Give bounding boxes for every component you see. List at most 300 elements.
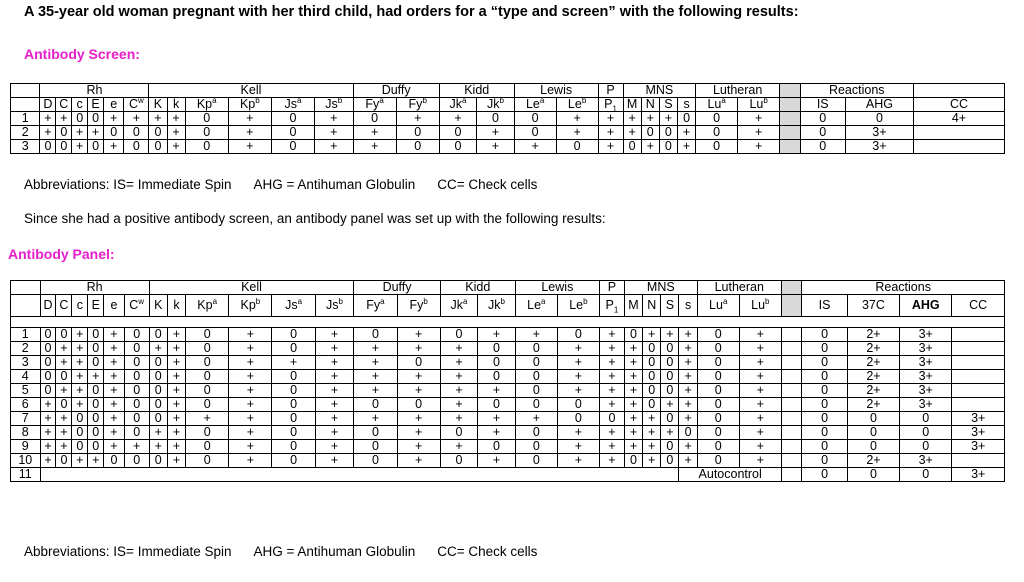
group-header-kidd: Kidd: [440, 281, 515, 295]
antigen-result: 0: [103, 126, 123, 140]
antigen-result: +: [149, 112, 167, 126]
antigen-result: 0: [641, 126, 659, 140]
antigen-result: 0: [56, 398, 72, 412]
reaction-result: [952, 398, 1005, 412]
antigen-result: +: [167, 426, 185, 440]
reaction-result: 0: [900, 426, 952, 440]
separator-cell: [781, 454, 801, 468]
group-header-lutheran: Lutheran: [696, 84, 780, 98]
reaction-result: 3+: [900, 328, 952, 342]
autocontrol-row: [11, 468, 1005, 482]
autocontrol-blank: [40, 468, 679, 482]
antigen-result: +: [40, 426, 56, 440]
antigen-result: +: [397, 426, 440, 440]
reaction-result: [952, 370, 1005, 384]
antigen-result: 0: [149, 454, 167, 468]
antigen-result: +: [557, 370, 599, 384]
cell-row: [11, 412, 1005, 426]
antigen-result: +: [679, 454, 697, 468]
antigen-result: 0: [149, 356, 167, 370]
antigen-result: +: [739, 412, 781, 426]
separator-cell: [781, 328, 801, 342]
antigen-result: +: [679, 398, 697, 412]
antigen-result: +: [659, 112, 677, 126]
reaction-result: 2+: [847, 398, 899, 412]
antigen-result: +: [440, 412, 478, 426]
antigen-result: +: [738, 112, 780, 126]
antigen-result: +: [354, 384, 397, 398]
reactions-header: Reactions: [802, 281, 1005, 295]
antigen-result: 0: [556, 140, 598, 154]
antigen-result: 0: [439, 126, 476, 140]
separator-header: [781, 281, 801, 295]
antigen-result: 0: [661, 342, 679, 356]
antigen-result: +: [599, 370, 624, 384]
reaction-col-ahg: AHG: [845, 98, 913, 112]
antigen-result: 0: [440, 454, 478, 468]
antigen-result: +: [556, 112, 598, 126]
antigen-result: +: [739, 328, 781, 342]
antigen-result: +: [72, 126, 88, 140]
antigen-result: 0: [623, 140, 641, 154]
cell-row: [11, 112, 1005, 126]
antigen-result: 0: [56, 140, 72, 154]
antigen-result: 0: [40, 356, 56, 370]
antigen-result: 0: [88, 398, 104, 412]
cell-row: [11, 328, 1005, 342]
antigen-result: 0: [124, 356, 149, 370]
separator-cell: [781, 356, 801, 370]
antigen-result: +: [72, 454, 88, 468]
antigen-result: +: [40, 126, 56, 140]
antigen-result: +: [643, 328, 661, 342]
antigen-header-15: Jk$^b$: [477, 98, 514, 112]
antigen-header-11: Js$^b$: [314, 98, 353, 112]
antigen-header-3: E: [88, 295, 104, 317]
antigen-result: 0: [149, 398, 167, 412]
reaction-result: 3+: [900, 370, 952, 384]
antigen-result: +: [315, 342, 354, 356]
antigen-header-8: Kp$^a$: [185, 98, 228, 112]
reaction-result: 0: [800, 112, 845, 126]
antigen-result: +: [599, 454, 624, 468]
antigen-header-21: S: [661, 295, 679, 317]
antigen-header-0: D: [40, 295, 56, 317]
antigen-result: 0: [478, 398, 516, 412]
antigen-result: 0: [272, 370, 315, 384]
antigen-result: +: [440, 398, 478, 412]
reaction-result: 2+: [847, 356, 899, 370]
antigen-result: +: [397, 342, 440, 356]
reaction-result: 4+: [913, 112, 1004, 126]
antigen-result: 0: [149, 370, 167, 384]
antigen-result: +: [72, 370, 88, 384]
antigen-result: +: [103, 140, 123, 154]
antigen-header-10: Js$^a$: [271, 98, 314, 112]
antigen-result: +: [104, 398, 124, 412]
antigen-result: 0: [124, 412, 149, 426]
antigen-result: +: [315, 454, 354, 468]
antigen-result: 0: [149, 126, 167, 140]
reaction-result: 0: [802, 398, 847, 412]
antigen-result: +: [354, 412, 397, 426]
antigen-result: 0: [624, 454, 642, 468]
antigen-result: +: [396, 112, 439, 126]
antigen-result: 0: [397, 398, 440, 412]
antigen-result: +: [677, 140, 695, 154]
antigen-header-row: [11, 295, 1005, 317]
antigen-result: 0: [697, 426, 739, 440]
abbreviation-2: CC= Check cells: [437, 544, 538, 559]
reaction-result: 0: [802, 328, 847, 342]
antigen-result: 0: [697, 328, 739, 342]
antigen-result: 0: [40, 370, 56, 384]
antigen-result: +: [514, 140, 556, 154]
reaction-result: 0: [802, 342, 847, 356]
cell-row: [11, 342, 1005, 356]
reaction-result: 3+: [952, 468, 1005, 482]
antigen-header-19: M: [624, 295, 642, 317]
antigen-result: +: [624, 356, 642, 370]
reactions-header: Reactions: [800, 84, 913, 98]
antigen-result: +: [149, 440, 167, 454]
antigen-result: 0: [515, 370, 557, 384]
reaction-result: 0: [900, 412, 952, 426]
antigen-result: +: [186, 412, 229, 426]
antigen-result: +: [739, 440, 781, 454]
antigen-header-19: M: [623, 98, 641, 112]
antigen-result: +: [478, 384, 516, 398]
antigen-result: +: [598, 126, 623, 140]
antigen-result: 0: [186, 426, 229, 440]
reaction-result: 0: [847, 468, 899, 482]
reaction-result: [952, 454, 1005, 468]
antigen-result: 0: [56, 370, 72, 384]
separator-cell: [781, 412, 801, 426]
antigen-result: 0: [149, 412, 167, 426]
antigen-result: 0: [354, 440, 397, 454]
group-header-rh: Rh: [40, 281, 149, 295]
group-header-kell: Kell: [149, 281, 354, 295]
antigen-result: 0: [679, 426, 697, 440]
cell-row: [11, 126, 1005, 140]
spacer-cell: [11, 317, 1005, 328]
antigen-header-0: D: [40, 98, 56, 112]
cell-row: [11, 426, 1005, 440]
abbreviation-1: AHG = Antihuman Globulin: [253, 177, 416, 192]
antigen-result: 0: [186, 454, 229, 468]
cell-row: [11, 440, 1005, 454]
cell-number: 4: [11, 370, 41, 384]
antigen-header-23: Lu$^a$: [696, 98, 738, 112]
antigen-result: +: [167, 370, 185, 384]
antigen-header-16: Le$^a$: [514, 98, 556, 112]
antigen-result: 0: [272, 328, 315, 342]
antigen-result: +: [556, 126, 598, 140]
cell-row: [11, 356, 1005, 370]
antigen-result: +: [315, 328, 354, 342]
antigen-result: 0: [72, 440, 88, 454]
antigen-result: +: [643, 412, 661, 426]
antigen-result: +: [677, 126, 695, 140]
antigen-result: 0: [515, 454, 557, 468]
antigen-result: +: [440, 440, 478, 454]
cell-number: 11: [11, 468, 41, 482]
antigen-result: 0: [439, 140, 476, 154]
antigen-header-1: C: [56, 295, 72, 317]
antigen-result: +: [599, 398, 624, 412]
reaction-result: 3+: [900, 342, 952, 356]
antigen-result: +: [167, 140, 185, 154]
antigen-result: 0: [72, 412, 88, 426]
antigen-result: 0: [72, 426, 88, 440]
reaction-result: 0: [900, 440, 952, 454]
antigen-header-14: Jk$^a$: [440, 295, 478, 317]
antigen-result: 0: [643, 370, 661, 384]
reaction-result: 2+: [847, 454, 899, 468]
reaction-result: 0: [802, 370, 847, 384]
antigen-result: +: [440, 342, 478, 356]
group-header-duffy: Duffy: [353, 84, 439, 98]
antigen-header-row: [11, 98, 1005, 112]
corner-cell-2: [11, 98, 40, 112]
antigen-header-7: k: [167, 295, 185, 317]
antigen-result: +: [557, 384, 599, 398]
antigen-result: +: [104, 342, 124, 356]
antigen-result: +: [229, 356, 272, 370]
cell-number: 9: [11, 440, 41, 454]
group-header-mns: MNS: [624, 281, 697, 295]
antigen-header-18: $P_1$: [599, 295, 624, 317]
antigen-header-18: $P_1$: [598, 98, 623, 112]
antigen-header-20: N: [643, 295, 661, 317]
antigen-result: +: [440, 384, 478, 398]
antigen-header-20: N: [641, 98, 659, 112]
antigen-result: +: [515, 328, 557, 342]
antigen-result: +: [229, 454, 272, 468]
antigen-result: +: [72, 140, 88, 154]
group-header-mns: MNS: [623, 84, 696, 98]
antigen-header-22: s: [677, 98, 695, 112]
antigen-header-1: C: [56, 98, 72, 112]
separator-header-2: [781, 295, 801, 317]
antigen-result: +: [643, 426, 661, 440]
group-header-p: P: [599, 281, 624, 295]
antigen-result: 0: [659, 126, 677, 140]
antigen-result: +: [739, 356, 781, 370]
antigen-header-22: s: [679, 295, 697, 317]
antigen-result: +: [167, 328, 185, 342]
antigen-result: 0: [515, 356, 557, 370]
antigen-result: +: [557, 342, 599, 356]
antigen-result: +: [88, 126, 104, 140]
separator-cell: [780, 126, 800, 140]
antigen-result: +: [440, 356, 478, 370]
antigen-result: 0: [677, 112, 695, 126]
antigen-result: 0: [272, 440, 315, 454]
antigen-header-21: S: [659, 98, 677, 112]
reaction-result: [952, 356, 1005, 370]
antibody-screen-table: [10, 83, 1005, 154]
antigen-result: 0: [88, 412, 104, 426]
antigen-result: 0: [643, 356, 661, 370]
reaction-result: 3+: [900, 398, 952, 412]
antigen-result: 0: [697, 398, 739, 412]
antigen-result: 0: [185, 140, 228, 154]
corner-cell: [11, 281, 41, 295]
reaction-result: 2+: [847, 384, 899, 398]
antigen-result: 0: [88, 440, 104, 454]
antigen-result: 0: [149, 384, 167, 398]
antigen-result: +: [738, 140, 780, 154]
antigen-header-23: Lu$^a$: [697, 295, 739, 317]
antigen-result: +: [557, 356, 599, 370]
reaction-result: [913, 126, 1004, 140]
group-header-kidd: Kidd: [439, 84, 514, 98]
antigen-result: 0: [515, 398, 557, 412]
antigen-result: +: [661, 398, 679, 412]
group-header-lewis: Lewis: [515, 281, 599, 295]
antigen-header-5: $C^w$: [124, 295, 149, 317]
antigen-result: 0: [440, 328, 478, 342]
antigen-result: 0: [440, 426, 478, 440]
antigen-header-3: E: [88, 98, 104, 112]
separator-cell: [781, 370, 801, 384]
antigen-result: +: [72, 398, 88, 412]
antigen-result: +: [167, 342, 185, 356]
antigen-header-13: Fy$^b$: [396, 98, 439, 112]
antigen-result: +: [72, 356, 88, 370]
antigen-header-9: Kp$^b$: [229, 295, 272, 317]
antigen-result: 0: [88, 328, 104, 342]
antigen-result: +: [679, 384, 697, 398]
reaction-col-is: IS: [802, 295, 847, 317]
reaction-result: [952, 384, 1005, 398]
antigen-result: 0: [396, 140, 439, 154]
antigen-result: 0: [272, 426, 315, 440]
antigen-result: +: [599, 384, 624, 398]
abbreviation-0: Abbreviations: IS= Immediate Spin: [24, 544, 232, 559]
antigen-header-17: Le$^b$: [557, 295, 599, 317]
group-header-kell: Kell: [149, 84, 353, 98]
antigen-result: 0: [56, 328, 72, 342]
antigen-header-6: K: [149, 98, 167, 112]
antigen-result: 0: [696, 126, 738, 140]
antigen-result: +: [103, 112, 123, 126]
antigen-header-13: Fy$^b$: [397, 295, 440, 317]
antigen-result: +: [124, 112, 149, 126]
antigen-result: 0: [40, 384, 56, 398]
group-header-p: P: [598, 84, 623, 98]
cell-number: 3: [11, 356, 41, 370]
antigen-result: 0: [515, 440, 557, 454]
group-header-row: [11, 281, 1005, 295]
reaction-result: 3+: [952, 412, 1005, 426]
antigen-result: +: [440, 370, 478, 384]
antigen-result: 0: [478, 440, 516, 454]
cell-number: 2: [11, 126, 40, 140]
antigen-result: +: [167, 356, 185, 370]
antigen-result: +: [739, 454, 781, 468]
antigen-result: 0: [697, 454, 739, 468]
antigen-result: +: [515, 412, 557, 426]
antigen-result: 0: [643, 398, 661, 412]
antigen-result: 0: [661, 454, 679, 468]
antibody-screen-heading: Antibody Screen:: [24, 46, 140, 62]
antigen-result: 0: [661, 356, 679, 370]
antigen-result: +: [315, 384, 354, 398]
antigen-result: +: [229, 440, 272, 454]
antigen-header-14: Jk$^a$: [439, 98, 476, 112]
reaction-result: 0: [802, 412, 847, 426]
reaction-result: 2+: [847, 370, 899, 384]
group-header-lewis: Lewis: [514, 84, 598, 98]
antigen-result: +: [229, 398, 272, 412]
antigen-result: 0: [88, 426, 104, 440]
antigen-result: 0: [477, 112, 514, 126]
antigen-result: 0: [697, 356, 739, 370]
reaction-result: 2+: [847, 328, 899, 342]
antigen-result: +: [229, 412, 272, 426]
reaction-col-is: IS: [800, 98, 845, 112]
antigen-result: 0: [396, 126, 439, 140]
antigen-result: 0: [478, 342, 516, 356]
antigen-result: 0: [124, 370, 149, 384]
reaction-result: 3+: [952, 440, 1005, 454]
antigen-result: +: [315, 440, 354, 454]
antigen-result: 0: [272, 342, 315, 356]
antigen-result: 0: [697, 412, 739, 426]
antigen-result: +: [56, 342, 72, 356]
antigen-result: +: [104, 356, 124, 370]
antigen-result: 0: [149, 140, 167, 154]
antigen-result: +: [167, 384, 185, 398]
antigen-result: +: [56, 384, 72, 398]
antigen-result: 0: [186, 328, 229, 342]
reaction-result: 3+: [845, 140, 913, 154]
antigen-result: 0: [124, 126, 149, 140]
antigen-result: +: [228, 112, 271, 126]
antigen-result: +: [739, 426, 781, 440]
antigen-result: +: [88, 454, 104, 468]
antigen-result: +: [354, 370, 397, 384]
antigen-header-24: Lu$^b$: [738, 98, 780, 112]
cell-number: 1: [11, 112, 40, 126]
antigen-header-5: $C^w$: [124, 98, 149, 112]
antigen-result: 0: [514, 112, 556, 126]
antigen-result: +: [624, 440, 642, 454]
antigen-result: +: [167, 412, 185, 426]
cell-row: [11, 384, 1005, 398]
antigen-result: +: [679, 328, 697, 342]
reaction-result: 0: [802, 468, 847, 482]
antigen-result: 0: [354, 328, 397, 342]
page-title: A 35-year old woman pregnant with her third child, had orders for a “type and screen” with the following results:: [24, 4, 799, 20]
separator-cell: [780, 112, 800, 126]
antigen-result: +: [557, 454, 599, 468]
antigen-result: +: [40, 398, 56, 412]
antigen-result: 0: [478, 356, 516, 370]
antigen-result: +: [624, 342, 642, 356]
antigen-result: 0: [271, 126, 314, 140]
antigen-result: +: [679, 370, 697, 384]
panel-intro-text: Since she had a positive antibody screen, an antibody panel was set up with the following results:: [24, 211, 606, 226]
separator-cell: [781, 440, 801, 454]
antigen-result: 0: [124, 384, 149, 398]
antigen-result: +: [599, 328, 624, 342]
antigen-result: +: [104, 412, 124, 426]
reaction-result: 3+: [952, 426, 1005, 440]
